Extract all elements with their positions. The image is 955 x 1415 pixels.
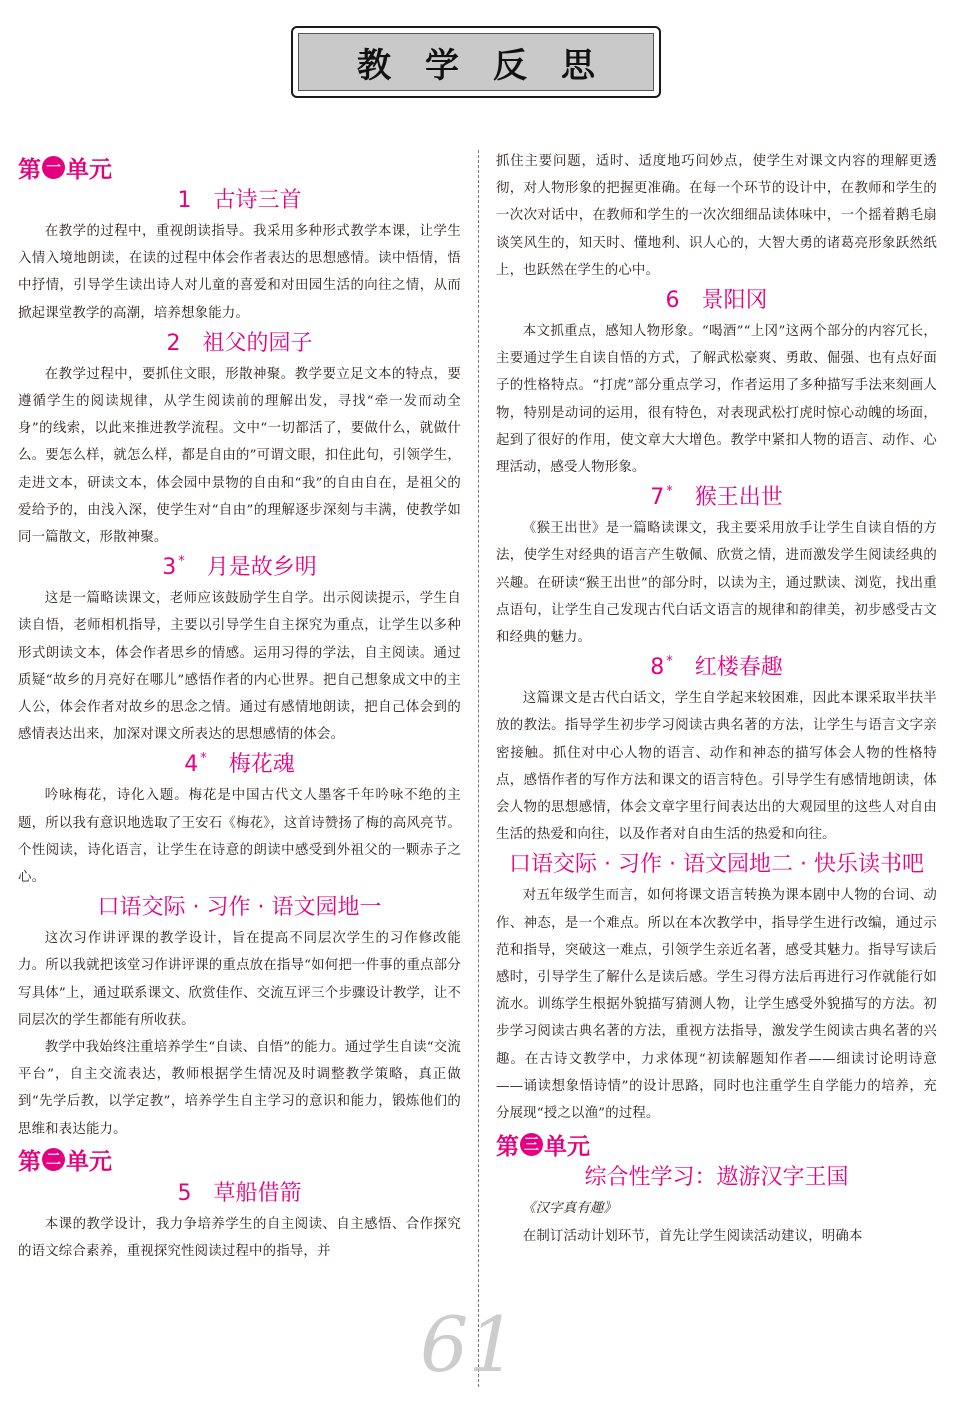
lesson-title	[18, 1177, 461, 1211]
lesson-title	[496, 284, 937, 318]
lesson-name: 梅花魂	[228, 752, 295, 778]
title-banner	[298, 33, 654, 91]
optional-star: *	[178, 554, 185, 570]
lesson-paragraph: 《猴王出世》是一篇略读课文，我主要采用放手让学生自读自悟的方法，使学生对经典的语言产生敬佩、欣赏之情，进而激发学生阅读经典的兴趣。在研读“猴王出世”的部分时，以读为主，通过默读、浏览，找出重点语句，让学生自己发现古代白话文语言的规律和韵律美，初步感受古文和经典的魅力。	[496, 521, 937, 646]
lesson-name: 口语交际 · 习作 · 语文园地二 · 快乐读书吧	[509, 852, 924, 878]
unit-prefix: 第	[496, 1133, 519, 1160]
optional-star: *	[666, 654, 673, 670]
lesson-name: 古诗三首	[213, 188, 302, 213]
lesson-paragraph: 这是一篇略读课文，老师应该鼓励学生自学。出示阅读提示，学生自读自悟，老师相机指导，主要以引导学生自主探究为重点，让学生以多种形式朗读文本，体会作者思乡的情感。运用习得的学法，自主阅读。通过质疑“故乡的月亮好在哪儿”感悟作者的内心世界。把自己想象成文中的主人公，体会作者对故乡的思念之情。通过有感情地朗读，把自己体会到的感情表达出来，加深对课文所表达的思想感情的体会。	[18, 591, 461, 743]
lesson-paragraph: 对五年级学生而言，如何将课文语言转换为课本剧中人物的台词、动作、神态，是一个难点。所以在本次教学中，指导学生进行改编，通过示范和指导，突破这一难点，引领学生亲近名著，感受其魅力。指导写读后感时，引导学生了解什么是读后感。学生习得方法后再进行习作就能行如流水。训练学生根据外貌描写猜测人物，让学生感受外貌描写的方法。初步学习阅读古典名著的方法，重视方法指导，激发学生阅读古典名著的兴趣。在古诗文教学中，力求体现“初读解题知作者——细读讨论明诗意——诵读想象悟诗情”的设计思路，同时也注重学生自学能力的培养，充分展现“授之以渔”的过程。	[496, 888, 937, 1122]
unit-heading	[18, 1143, 461, 1177]
lesson-title	[18, 748, 461, 782]
lesson-paragraph: 在教学过程中，要抓住文眼，形散神聚。教学要立足文本的特点，要遵循学生的阅读规律，从学生阅读前的理解出发，寻找“牵一发而动全身”的线索，以此来推进教学流程。文中“一切都活了，要做什么，就做什么。要怎么样，就怎么样，都是自由的”可谓文眼，扣住此句，引领学生，走进文本，研读文本，体会园中景物的自由和“我”的自由自在，是祖父的爱给予的，由浅入深，使学生对“自由”的理解逐步深刻与丰满，使教学如同一篇散文，形散神聚。	[18, 366, 461, 546]
lesson-name: 祖父的园子	[202, 330, 313, 356]
optional-star: *	[666, 484, 673, 500]
lesson-paragraph: 在教学的过程中，重视朗读指导。我采用多种形式教学本课，让学生入情入境地朗读，在读的过程中体会作者表达的思想感情。读中悟情，悟中抒情，引导学生读出诗人对儿童的喜爱和对田园生活的向往之情，从而掀起课堂教学的高潮，培养想象能力。	[18, 224, 461, 321]
lesson-title	[496, 651, 937, 685]
unit-suffix: 单元	[66, 156, 112, 183]
unit-prefix: 第	[18, 156, 41, 183]
lesson-number: 4	[184, 752, 199, 778]
lesson-number: 5	[177, 1180, 192, 1206]
unit-suffix: 单元	[544, 1133, 590, 1160]
right-column	[496, 148, 937, 1415]
unit-number-badge: 三	[520, 1133, 543, 1156]
lesson-number: 3	[162, 555, 177, 581]
page-title: 教学反思	[357, 45, 629, 86]
title-box	[291, 26, 661, 98]
unit-heading	[496, 1127, 937, 1161]
page-number: 61	[420, 1300, 517, 1389]
optional-star: *	[200, 751, 207, 767]
lesson-number: 7	[650, 485, 665, 511]
lesson-name: 月是故乡明	[206, 555, 317, 581]
unit-heading	[18, 150, 461, 184]
lesson-number: 1	[177, 188, 192, 213]
left-column	[18, 150, 461, 1415]
lesson-title	[496, 848, 937, 882]
continued-paragraph: 抓住主要问题，适时、适度地巧问妙点，使学生对课文内容的理解更透彻，对人物形象的把握更准确。在每一个环节的设计中，在教师和学生的一次次对话中，在教师和学生的一次次细细品读体味中，一个摇着鹅毛扇谈笑风生的，知天时、懂地利、识人心的，大智大勇的诸葛亮形象跃然纸上，也跃然在学生的心中。	[496, 154, 937, 278]
lesson-paragraph: 这篇课文是古代白话文，学生自学起来较困难，因此本课采取半扶半放的教法。指导学生初步学习阅读古典名著的方法，让学生与语言文字亲密接触。抓住对中心人物的语言、动作和神态的描写体会人物的性格特点，感悟作者的写作方法和课文的语言特色。引导学生有感情地朗读，体会人物的思想感情，体会文章字里行间表达出的大观园里的这些人对自由生活的热爱和向往，以及作者对自由生活的热爱和向往。	[496, 691, 937, 843]
unit-suffix: 单元	[66, 1149, 112, 1176]
lesson-paragraph: 本文抓重点，感知人物形象。“喝酒”“上冈”这两个部分的内容冗长，主要通过学生自读自悟的方式，了解武松豪爽、勇敢、倔强、也有点好面子的性格特点。“打虎”部分重点学习，作者运用了多种描写手法来刻画人物，特别是动词的运用，很有特色，对表现武松打虎时惊心动魄的场面，起到了很好的作用，使文章大大增色。教学中紧扣人物的语言、动作、心理活动，感受人物形象。	[496, 324, 937, 476]
lesson-paragraph: 在制订活动计划环节，首先让学生阅读活动建议，明确本	[522, 1228, 863, 1244]
lesson-title	[18, 184, 461, 218]
unit-number-badge: 一	[42, 156, 65, 179]
lesson-name: 综合性学习：遨游汉字王国	[584, 1165, 849, 1191]
lesson-paragraph: 教学中我始终注重培养学生“自读、自悟”的能力。通过学生自读“交流平台”，自主交流表达，教师根据学生情况及时调整教学策略，真正做到“先学后教，以学定教”，培养学生自主学习的意识和能力，锻炼他们的思维和表达能力。	[18, 1040, 461, 1137]
lesson-number: 2	[166, 330, 181, 356]
lesson-paragraph: 本课的教学设计，我力争培养学生的自主阅读、自主感悟、合作探究的语文综合素养，重视探究性阅读过程中的指导，并	[18, 1216, 461, 1260]
unit-prefix: 第	[18, 1149, 41, 1176]
lesson-number: 6	[665, 288, 680, 314]
lesson-paragraph: 吟咏梅花，诗化入题。梅花是中国古代文人墨客千年吟咏不绝的主题，所以我有意识地选取了王安石《梅花》，这首诗赞扬了梅的高风亮节。个性阅读，诗化语言，让学生在诗意的朗读中感受到外祖父的一颗赤子之心。	[18, 788, 461, 886]
column-divider	[478, 150, 479, 1387]
lesson-title	[18, 327, 461, 361]
lesson-name: 草船借箭	[213, 1180, 302, 1206]
lesson-name: 景阳冈	[701, 288, 768, 314]
lesson-title	[496, 481, 937, 515]
lesson-title	[496, 1161, 937, 1195]
unit-number-badge: 二	[42, 1148, 65, 1171]
lesson-name: 口语交际 · 习作 · 语文园地一	[97, 895, 382, 921]
lesson-title	[18, 891, 461, 925]
lesson-title	[18, 551, 461, 585]
lesson-number: 8	[650, 655, 665, 681]
sub-heading: 《汉字真有趣》	[522, 1201, 618, 1217]
lesson-paragraph: 这次习作讲评课的教学设计，旨在提高不同层次学生的习作修改能力。所以我就把该堂习作讲评课的重点放在指导“如何把一件事的重点部分写具体”上，通过联系课文、欣赏佳作、交流互评三个步骤设计教学，让不同层次的学生都能有所收获。	[18, 931, 461, 1028]
lesson-name: 红楼春趣	[694, 655, 783, 681]
lesson-name: 猴王出世	[694, 485, 783, 511]
